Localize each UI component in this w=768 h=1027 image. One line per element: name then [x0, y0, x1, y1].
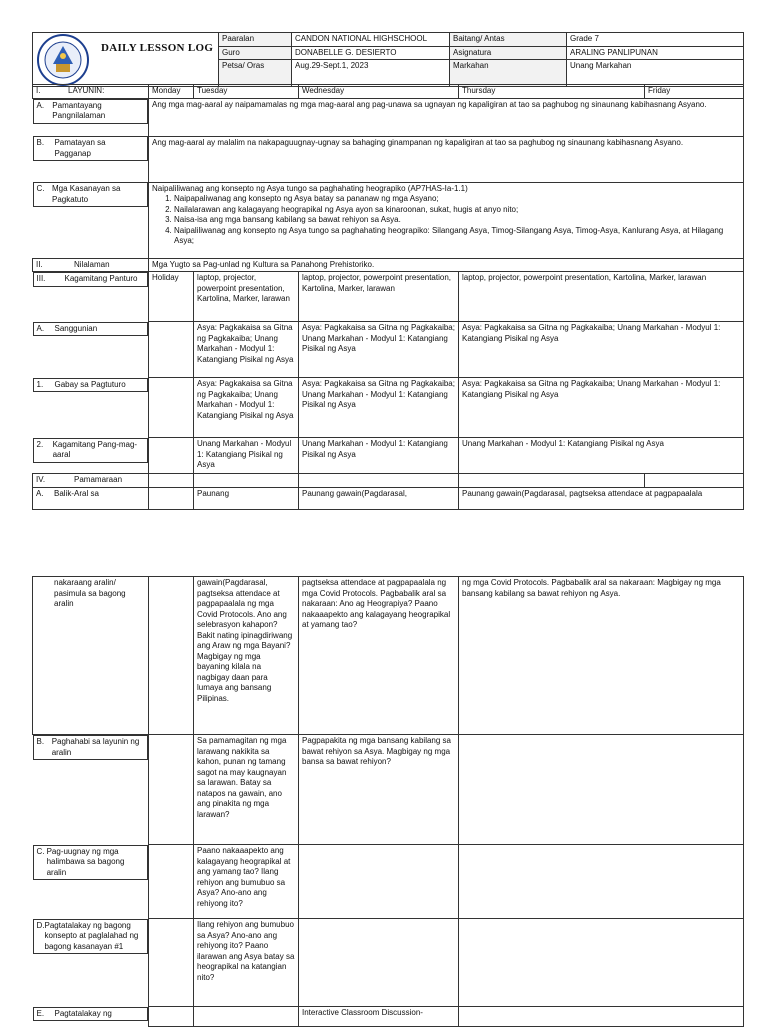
- examples-tuesday: Paano nakaaapekto ang kalagayang heograpikal at ang yamang tao? Ilang rehiyon ang bumubuo sa Asya? Ano-ano ang rehiyong ito?: [194, 845, 299, 919]
- page-title: DAILY LESSON LOG: [101, 42, 214, 54]
- row-procedures: [33, 474, 744, 488]
- row-references: [33, 322, 744, 378]
- row-competencies: [33, 182, 744, 258]
- row-teacher-guide: [33, 378, 744, 438]
- row-number: 1.: [36, 379, 44, 389]
- list-item: 4. Naipaliliwanag ang konsepto ng Asya tungo sa paghahating heograpiko: Silangang Asya, Timog-Silangang Asya, Timog-Asya, Kanlurang Asya, at Hilagang Asya;: [174, 226, 740, 247]
- learner-materials-tuesday: Unang Markahan - Modyul 1: Katangiang Pisikal ng Asya: [194, 438, 299, 474]
- grade-value: Grade 7: [567, 33, 744, 47]
- row-number: III.: [36, 274, 46, 283]
- row-number: B.: [36, 138, 45, 147]
- row-label: Balik-Aral sa: [54, 488, 99, 498]
- date-value: Aug.29-Sept.1, 2023: [292, 60, 450, 87]
- row-label: Pag-uugnay ng mga halimbawa sa bagong aralin: [46, 846, 125, 877]
- discussion-tuesday: Ilang rehiyon ang bumubuo sa Asya? Ano-ano ang rehiyong ito? Paano ilarawan ang Asya batay sa heograpikal na katangian nito?: [194, 919, 299, 1007]
- list-item: 3. Naisa-isa ang mga bansang kabilang sa bawat rehiyon sa Asya.: [174, 215, 740, 226]
- review-wednesday: pagtseksa attendace at pagpapaalala ng mga Covid Protocols. Pagbabalik aral sa nakaraan: Ano ag Heograpiya? Paano nakaaapekto ang kalagayang heograpikal at yamang tao?: [299, 577, 459, 735]
- row-discussion-1: [33, 919, 744, 1007]
- row-number: 2.: [36, 439, 44, 449]
- page-break: [0, 530, 768, 576]
- materials-thursday: laptop, projector, powerpoint presentation, Kartolina, Marker, larawan: [459, 272, 744, 322]
- school-value: CANDON NATIONAL HIGHSCHOOL: [292, 33, 450, 47]
- row-number: E.: [36, 1008, 45, 1018]
- row-label: LAYUNIN:: [68, 86, 105, 95]
- row-label: Kagamitang Pang-mag-aaral: [52, 439, 138, 459]
- quarter-value: Unang Markahan: [567, 60, 744, 87]
- teacher-guide-thursday: Asya: Pagkakaisa sa Gitna ng Pagkakaiba; Unang Markahan - Modyul 1: Katangiang Pisikal ng Asya: [459, 378, 744, 438]
- row-review-cont: [33, 577, 744, 735]
- materials-tuesday: laptop, projector, powerpoint presentation, Kartolina, Marker, larawan: [194, 272, 299, 322]
- subject-label: Asignatura: [450, 46, 567, 60]
- row-label: Pagtatalakay ng bagong konsepto at paglalahad ng bagong kasanayan #1: [44, 920, 139, 951]
- days-row: [33, 85, 744, 99]
- teacher-guide-wednesday: Asya: Pagkakaisa sa Gitna ng Pagkakaiba; Unang Markahan - Modyul 1: Katangiang Pisikal ng Asya: [299, 378, 459, 438]
- content-standard-text: Ang mga mag-aaral ay naipamamalas ng mga mag-aaral ang pag-unawa sa ugnayan ng kapaligiran at tao sa paghubog ng sinaunang kabihasnang Asyano.: [149, 98, 744, 136]
- row-number: D.: [36, 920, 45, 930]
- teacher-value: DONABELLE G. DESIERTO: [292, 46, 450, 60]
- grade-label: Baitang/ Antas: [450, 33, 567, 47]
- school-label: Paaralan: [219, 33, 292, 47]
- learner-materials-thursday: Unang Markahan - Modyul 1: Katangiang Pisikal ng Asya: [459, 438, 744, 474]
- purpose-tuesday: Sa pamamagitan ng mga larawang nakikita sa kahon, punan ng tamang sagot na may kaugnayan sa larawan. Batay sa natapos na gawain, ano ang pinakita ng mga larawan?: [194, 735, 299, 845]
- teacher-label: Guro: [219, 46, 292, 60]
- lesson-table-continued: [32, 576, 744, 1027]
- row-number: A.: [36, 323, 45, 333]
- materials-wednesday: laptop, projector, powerpoint presentation, Kartolina, Marker, larawan: [299, 272, 459, 322]
- discussion-2-wednesday: Interactive Classroom Discussion-: [299, 1007, 459, 1027]
- row-label: nakaraang aralin/ pasimula sa bagong aralin: [33, 577, 149, 735]
- list-item: 2. Nailalarawan ang kalagayang heograpikal ng Asya ayon sa kinaroonan, sukat, hugis at anyo nito;: [174, 205, 740, 216]
- learner-materials-wednesday: Unang Markahan - Modyul 1: Katangiang Pisikal ng Asya: [299, 438, 459, 474]
- competencies-cell: [149, 182, 744, 258]
- row-purpose: [33, 735, 744, 845]
- review-wednesday: Paunang gawain(Pagdarasal,: [299, 487, 459, 509]
- row-number: A.: [36, 488, 44, 498]
- references-thursday: Asya: Pagkakaisa sa Gitna ng Pagkakaiba; Unang Markahan - Modyul 1: Katangiang Pisikal ng Asya: [459, 322, 744, 378]
- review-thursday: Paunang gawain(Pagdarasal, pagtseksa attendace at pagpapaalala: [459, 487, 744, 509]
- row-label: Pamamaraan: [74, 475, 123, 484]
- date-label: Petsa/ Oras: [219, 60, 292, 87]
- subject-value: ARALING PANLIPUNAN: [567, 46, 744, 60]
- competencies-intro: Naipaliliwanag ang konsepto ng Asya tungo sa paghahating heograpiko (AP7HAS-Ia-1.1): [152, 183, 468, 193]
- materials-monday: Holiday: [149, 272, 194, 322]
- day-tuesday: Tuesday: [194, 85, 299, 99]
- row-learner-materials: [33, 438, 744, 474]
- row-content-standard: [33, 98, 744, 136]
- row-number: B.: [36, 737, 45, 746]
- row-label: Nilalaman: [74, 259, 110, 269]
- review-tuesday: Paunang: [194, 487, 299, 509]
- row-examples: [33, 845, 744, 919]
- row-label: Pagtatalakay ng: [54, 1008, 112, 1018]
- row-review: [33, 487, 744, 509]
- row-number: A.: [36, 100, 45, 110]
- row-label: Pamatayan sa Pagganap: [54, 138, 106, 158]
- row-number: IV.: [36, 475, 46, 484]
- review-thursday: ng mga Covid Protocols. Pagbabalik aral sa nakaraan: Magbigay ng mga bansang kabilang sa bawat rehiyon ng Asya.: [459, 577, 744, 735]
- day-wednesday: Wednesday: [299, 85, 459, 99]
- row-number: II.: [36, 259, 43, 269]
- day-monday: Monday: [149, 85, 194, 99]
- purpose-wednesday: Pagpapakita ng mga bansang kabilang sa bawat rehiyon sa Asya. Magbigay ng mga bansa sa bawat rehiyon?: [299, 735, 459, 845]
- content-text: Mga Yugto sa Pag-unlad ng Kultura sa Panahong Prehistoriko.: [149, 258, 744, 272]
- row-label: Gabay sa Pagtuturo: [54, 379, 126, 389]
- row-label: Sanggunian: [54, 323, 98, 333]
- row-label: Paghahabi sa layunin ng aralin: [51, 737, 140, 757]
- references-tuesday: Asya: Pagkakaisa sa Gitna ng Pagkakaiba; Unang Markahan - Modyul 1: Katangiang Pisikal ng Asya: [194, 322, 299, 378]
- row-performance-standard: [33, 136, 744, 182]
- row-number: C.: [36, 184, 45, 193]
- header-table: [32, 32, 744, 87]
- day-friday: Friday: [645, 85, 744, 99]
- deped-seal-icon: [37, 34, 89, 86]
- review-tuesday: gawain(Pagdarasal, pagtseksa attendace at pagpapaalala ng mga Covid Protocols. Ano ang selebrasyon kahapon? Bakit nating ipinagdiriwang ang Araw ng mga Bayani? Magbigay ng mga bayaning kilala na nagbigay daan para lumaya ang bansang Pilipinas.: [194, 577, 299, 735]
- lesson-table: [32, 84, 744, 510]
- row-content: [33, 258, 744, 272]
- logo-cell: [33, 33, 219, 87]
- row-number: I.: [36, 86, 41, 95]
- row-number: C.: [36, 846, 45, 856]
- row-label: Pamantayang Pangnilalaman: [52, 100, 106, 120]
- row-label: Kagamitang Panturo: [64, 274, 138, 283]
- performance-standard-text: Ang mag-aaral ay malalim na nakapaguugnay-ugnay sa bahaging ginampanan ng kapaligiran at tao sa paghubog ng sinaunang kabihasnang Asyano.: [149, 136, 744, 182]
- row-materials: [33, 272, 744, 322]
- competencies-list: [152, 194, 740, 247]
- day-thursday: Thursday: [459, 85, 645, 99]
- quarter-label: Markahan: [450, 60, 567, 87]
- references-wednesday: Asya: Pagkakaisa sa Gitna ng Pagkakaiba; Unang Markahan - Modyul 1: Katangiang Pisikal ng Asya: [299, 322, 459, 378]
- list-item: 1. Naipapaliwanag ang konsepto ng Asya batay sa pananaw ng mga Asyano;: [174, 194, 740, 205]
- teacher-guide-tuesday: Asya: Pagkakaisa sa Gitna ng Pagkakaiba; Unang Markahan - Modyul 1: Katangiang Pisikal ng Asya: [194, 378, 299, 438]
- row-label: Mga Kasanayan sa Pagkatuto: [52, 184, 121, 204]
